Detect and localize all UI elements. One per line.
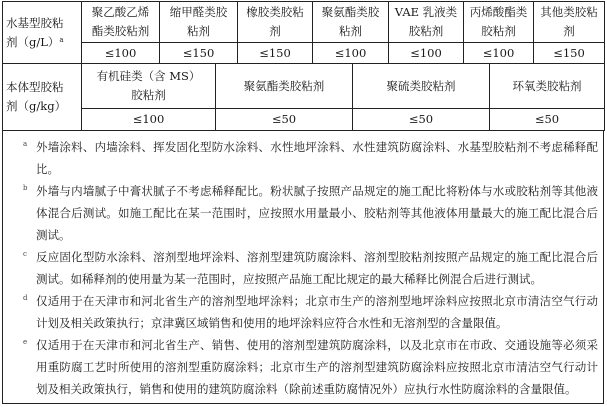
column-header: 聚乙酸乙烯 酯类胶粘剂 [82, 2, 160, 43]
row-header-line: 水基型胶粘 [6, 15, 64, 30]
column-header: 有机硅类（含 MS） 胶粘剂 [82, 64, 216, 109]
column-header: 环氧类胶粘剂 [490, 64, 605, 109]
column-header: 丙烯酸酯类 胶粘剂 [464, 2, 534, 43]
water-based-adhesive-table [2, 1, 605, 64]
footnote-text: 反应固化型防水涂料、溶剂型地坪涂料、溶剂型建筑防腐涂料、溶剂型胶粘剂按照产品规定的施工配比混合后测试。如稀释剂的使用量为某一范围时，应按照产品施工配比规定的最大稀释比例混合后进行测试。 [36, 250, 598, 286]
row-header-line: 本体型胶粘 [6, 80, 64, 94]
limit-cell: ≤100 [82, 109, 216, 131]
footnotes-box [2, 131, 604, 404]
limit-cell: ≤50 [216, 109, 353, 131]
footnote-text: 外墙涂料、内墙涂料、挥发固化型防水涂料、水性地坪涂料、水性建筑防腐涂料、水基型胶粘剂不考虑稀释配比。 [36, 140, 598, 176]
footnote-text: 仅适用于在天津市和河北省生产的溶剂型地坪涂料；北京市生产的溶剂型地坪涂料应按照北京市清洁空气行动计划及相关政策执行；京津冀区域销售和使用的地坪涂料应符合水性和无溶剂型的含量限值。 [36, 294, 598, 330]
footnote-text: 仅适用于在天津市和河北省生产、销售、使用的溶剂型建筑防腐涂料，以及北京市在市政、交通设施等必须采用重防腐工艺时所使用的溶剂型重防腐涂料；北京市生产的溶剂型建筑防腐涂料应按照北京市清洁空气行动计划及相关政策执行，销售和使用的建筑防腐涂料（除前述重防腐情况外）应执行水性防腐涂料的含量限值。 [36, 338, 598, 396]
limit-cell: ≤150 [238, 43, 313, 64]
limit-cell: ≤100 [82, 43, 160, 64]
limit-cell: ≤50 [353, 109, 490, 131]
limit-cell: ≤150 [160, 43, 238, 64]
limit-cell: ≤100 [313, 43, 389, 64]
row-header-bulk [3, 64, 82, 131]
column-header: 聚硫类胶粘剂 [353, 64, 490, 109]
footnote-mark: e [23, 338, 28, 346]
column-header: 橡胶类胶粘 剂 [238, 2, 313, 43]
bulk-adhesive-table [2, 63, 605, 131]
footnote-mark: c [23, 250, 27, 258]
row-header-line: 剂（g/kg） [6, 99, 67, 113]
row-header-water-based [3, 2, 82, 64]
limit-cell: ≤50 [490, 109, 605, 131]
footnote-mark: a [59, 35, 64, 44]
row-header-line: 剂（g/L） [6, 34, 60, 49]
limit-cell: ≤150 [534, 43, 605, 64]
column-header: VAE 乳液类 胶粘剂 [389, 2, 464, 43]
column-header: 聚氨酯类胶 粘剂 [313, 2, 389, 43]
column-header: 聚氨酯类胶粘剂 [216, 64, 353, 109]
limit-cell: ≤100 [389, 43, 464, 64]
column-header: 其他类胶粘 剂 [534, 2, 605, 43]
footnote-text: 外墙与内墙腻子中膏状腻子不考虑稀释配比。粉状腻子按照产品规定的施工配比将粉体与水或胶粘剂等其他液体混合后测试。如施工配比在某一范围时，应按照水用量最小、胶粘剂等其他液体用量最大的施工配比混合后测试。 [36, 184, 598, 242]
column-header: 缩甲醛类胶 粘剂 [160, 2, 238, 43]
footnote-mark: b [23, 184, 28, 192]
footnote-mark: a [23, 140, 28, 148]
limit-cell: ≤100 [464, 43, 534, 64]
footnote-mark: d [23, 294, 28, 302]
